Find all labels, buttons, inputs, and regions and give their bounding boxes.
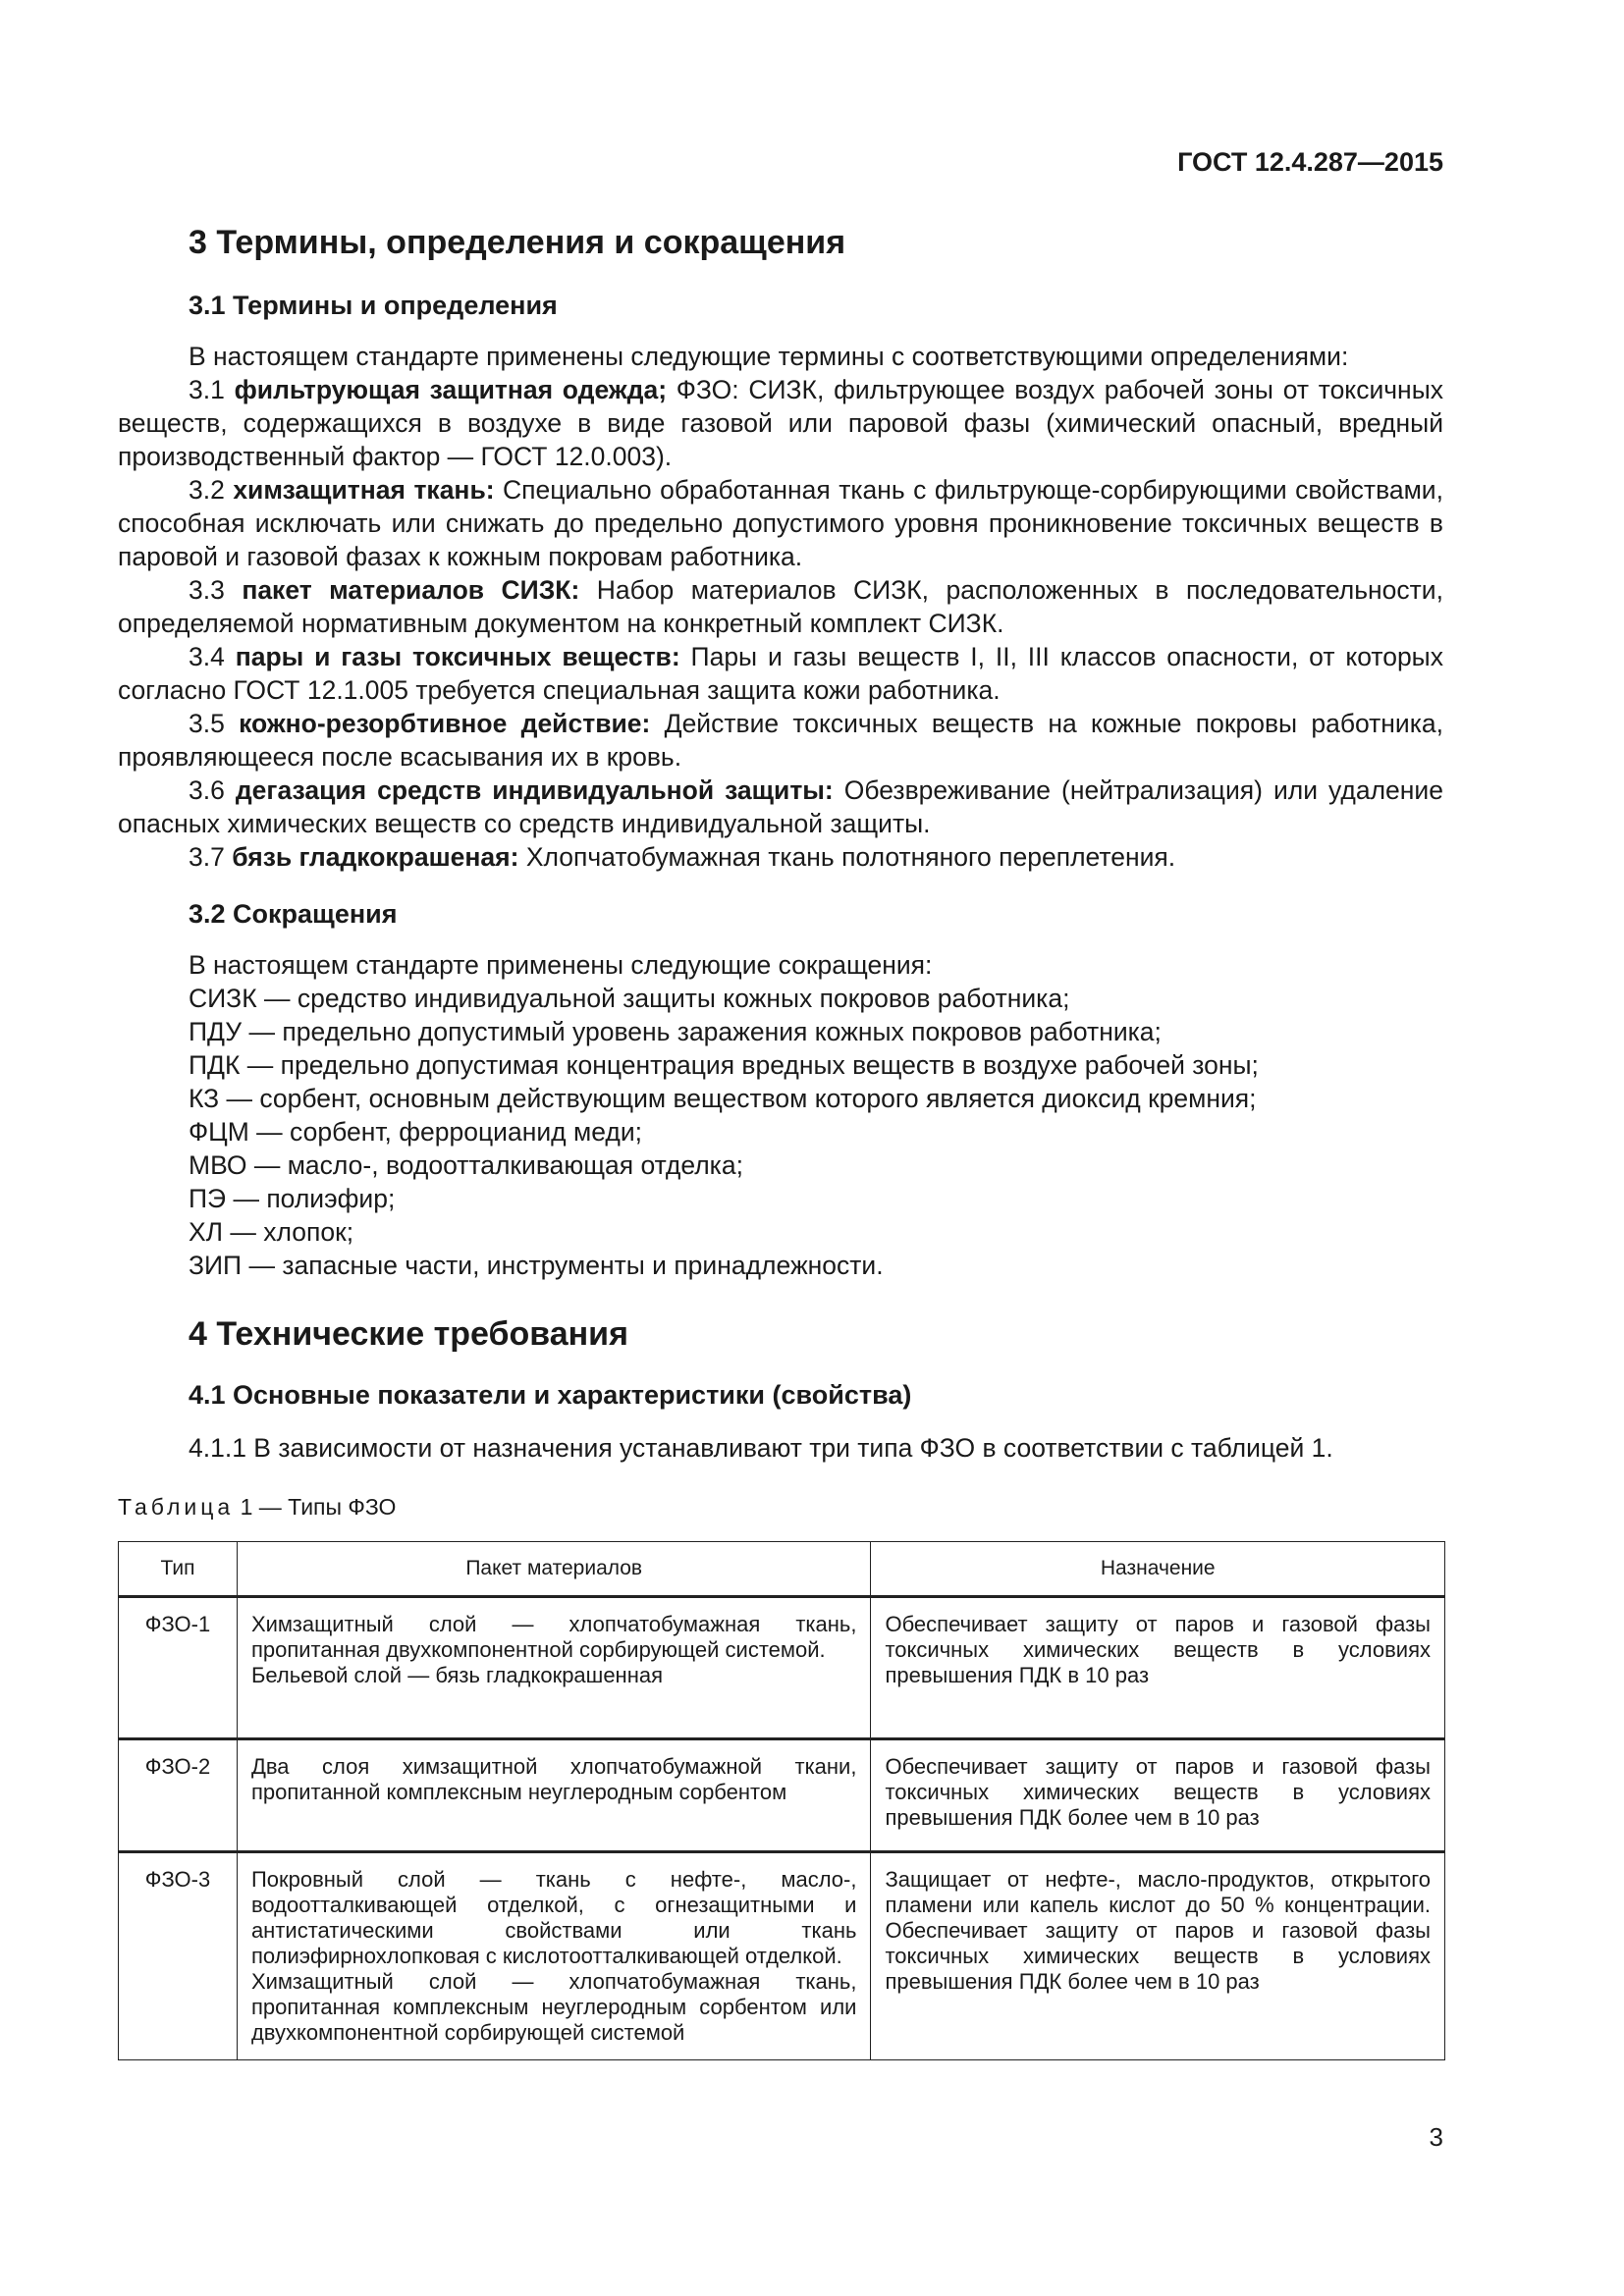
term-3-7: 3.7 бязь гладкокрашеная: Хлопчатобумажная ткань полотняного переплетения. [189, 842, 1176, 872]
abbreviation-item: ПДУ — предельно допустимый уровень заражения кожных покровов работника; [189, 1017, 1162, 1046]
abbreviations-intro: В настоящем стандарте применены следующие сокращения: [189, 950, 933, 980]
table-header-row [119, 1542, 1445, 1597]
cell-type: ФЗО-2 [119, 1739, 238, 1852]
term-3-3: 3.3 пакет материалов СИЗК: Набор материалов СИЗК, расположенных в последовательности, определяемой нормативным документом на конкретный комплект СИЗК. [118, 575, 1443, 638]
term-3-5: 3.5 кожно-резорбтивное действие: Действие токсичных веществ на кожные покровы работника, проявляющееся после всасывания их в кровь. [118, 709, 1444, 772]
abbreviations-list [189, 982, 1259, 1282]
abbreviation-item: ФЦМ — сорбент, ферроцианид меди; [189, 1117, 642, 1147]
terms-intro: В настоящем стандарте применены следующие термины с соответствующими определениями: [189, 342, 1349, 371]
abbreviation-item: МВО — масло-, водоотталкивающая отделка; [189, 1150, 743, 1180]
header-materials: Пакет материалов [237, 1542, 871, 1597]
standard-code: ГОСТ 12.4.287—2015 [1177, 147, 1443, 177]
subsection-3-1-title: 3.1 Термины и определения [189, 291, 558, 320]
term-3-6: 3.6 дегазация средств индивидуальной защиты: Обезвреживание (нейтрализация) или удаление опасных химических веществ со средств индивидуальной защиты. [118, 775, 1443, 838]
abbreviation-item: ХЛ — хлопок; [189, 1217, 354, 1247]
abbreviation-item: СИЗК — средство индивидуальной защиты кожных покровов работника; [189, 984, 1070, 1013]
term-3-4: 3.4 пары и газы токсичных веществ: Пары и газы веществ I, II, III классов опасности, от которых согласно ГОСТ 12.1.005 требуется специальная защита кожи работника. [118, 642, 1443, 705]
cell-purpose: Обеспечивает защиту от паров и газовой фазы токсичных химических веществ в условиях превышения ПДК более чем в 10 раз [871, 1739, 1445, 1852]
cell-type: ФЗО-3 [119, 1852, 238, 2060]
abbreviation-item: КЗ — сорбент, основным действующим веществом которого является диоксид кремния; [189, 1084, 1257, 1113]
cell-purpose: Защищает от нефте-, масло-продуктов, открытого пламени или капель кислот до 50 % концентрации. Обеспечивает защиту от паров и газовой фазы токсичных химических веществ в условиях превышения ПДК более чем в 10 раз [871, 1852, 1445, 2060]
table-row [119, 1852, 1445, 2060]
cell-materials: Два слоя химзащитной хлопчатобумажной ткани, пропитанной комплексным неуглеродным сорбентом [237, 1739, 871, 1852]
header-type: Тип [119, 1542, 238, 1597]
table-fzo-types [118, 1541, 1445, 2060]
subsection-4-1-title: 4.1 Основные показатели и характеристики (свойства) [189, 1380, 912, 1410]
abbreviation-item: ПДК — предельно допустимая концентрация вредных веществ в воздухе рабочей зоны; [189, 1050, 1259, 1080]
table-row [119, 1739, 1445, 1852]
abbreviation-item: ЗИП — запасные части, инструменты и принадлежности. [189, 1251, 884, 1280]
header-purpose: Назначение [871, 1542, 1445, 1597]
subsection-3-2-title: 3.2 Сокращения [189, 899, 398, 929]
section-3-title: 3 Термины, определения и сокращения [189, 224, 846, 261]
cell-materials: Покровный слой — ткань с нефте-, масло-, водоотталкивающей отделкой, с огнезащитными и антистатическими свойствами или ткань полиэфирнохлопковая с кислотоотталкивающей отделкой. Химзащитный слой — хлопчатобумажная ткань, пропитанная комплексным неуглеродным сорбентом или двухкомпонентной сорбирующей системой [237, 1852, 871, 2060]
term-3-1: 3.1 фильтрующая защитная одежда; ФЗО: СИЗК, фильтрующее воздух рабочей зоны от токсичных веществ, содержащихся в воздухе в виде газовой или паровой фазы (химический опасный, вредный производственный фактор — ГОСТ 12.0.003). [118, 375, 1443, 471]
table-caption: Таблица 1 — Типы ФЗО [118, 1494, 397, 1520]
term-3-2: 3.2 химзащитная ткань: Специально обработанная ткань с фильтрующе-сорбирующими свойствами, способная исключать или снижать до предельно допустимого уровня проникновение токсичных веществ в паровой и газовой фазах к кожным покровам работника. [118, 475, 1443, 571]
paragraph-4-1-1: 4.1.1 В зависимости от назначения устанавливают три типа ФЗО в соответствии с таблицей 1. [189, 1433, 1333, 1463]
page-number: 3 [1429, 2122, 1443, 2152]
abbreviation-item: ПЭ — полиэфир; [189, 1184, 396, 1213]
cell-materials: Химзащитный слой — хлопчатобумажная ткань, пропитанная двухкомпонентной сорбирующей системой. Бельевой слой — бязь гладкокрашенная [237, 1597, 871, 1739]
cell-type: ФЗО-1 [119, 1597, 238, 1739]
cell-purpose: Обеспечивает защиту от паров и газовой фазы токсичных химических веществ в условиях превышения ПДК в 10 раз [871, 1597, 1445, 1739]
section-4-title: 4 Технические требования [189, 1315, 628, 1353]
table-row [119, 1597, 1445, 1739]
